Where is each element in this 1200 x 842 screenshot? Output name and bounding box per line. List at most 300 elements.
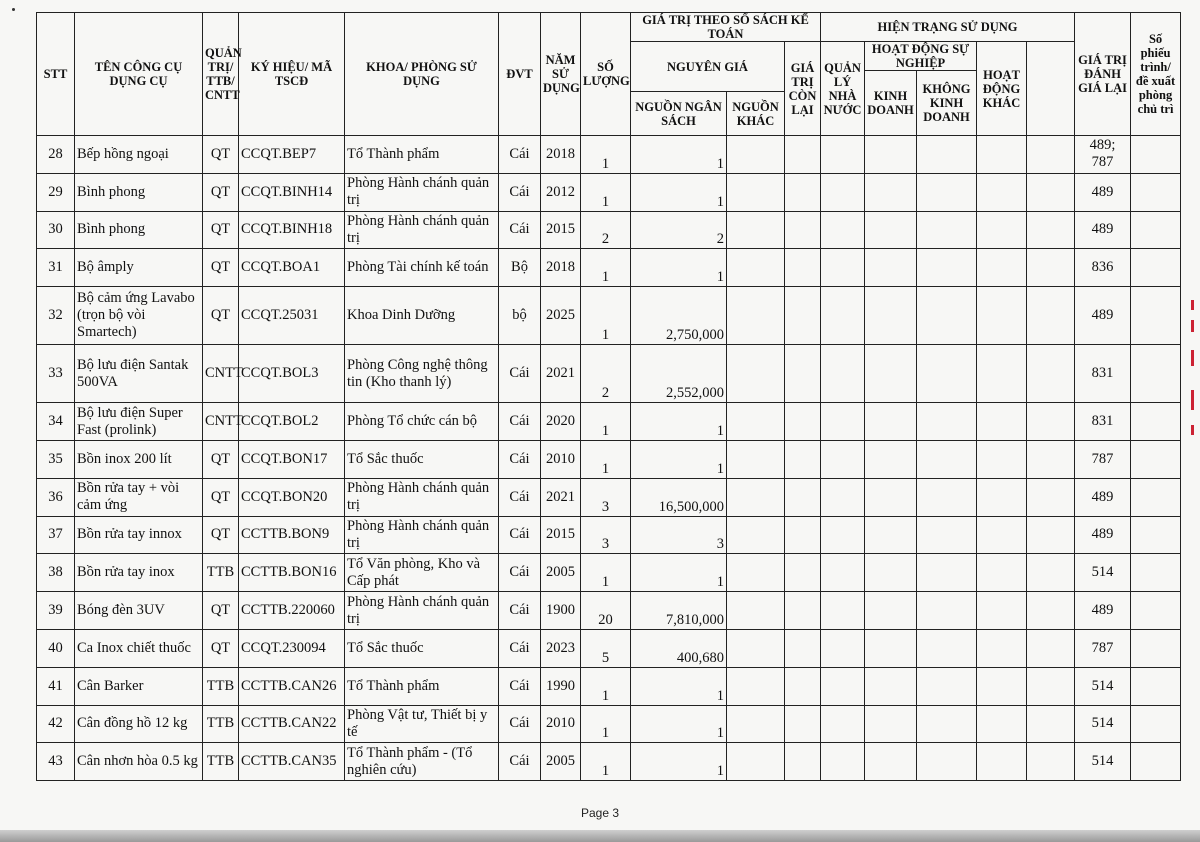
- row-khoa: Tổ Sắc thuốc: [345, 629, 499, 667]
- row-sophieu: 514: [1075, 743, 1131, 781]
- row-kyhieu: CCTTB.BON9: [239, 516, 345, 554]
- row-quantri: CNTT: [203, 403, 239, 441]
- row-giatri-conlai: [785, 136, 821, 174]
- table-row: [37, 592, 1181, 630]
- row-nguon-ngansach: 1: [631, 173, 727, 211]
- row-ghichu: [1131, 249, 1181, 287]
- table-row: [37, 345, 1181, 403]
- col-sophieu: Số phiếu trình/ đề xuất phòng chủ trì: [1131, 13, 1181, 136]
- row-ghichu: [1131, 629, 1181, 667]
- table-row: [37, 667, 1181, 705]
- row-ghichu: [1131, 592, 1181, 630]
- row-nguon-khac: [727, 629, 785, 667]
- row-kyhieu: CCTTB.CAN26: [239, 667, 345, 705]
- col-stt: STT: [37, 13, 75, 136]
- row-dvt: Cái: [499, 629, 541, 667]
- row-kinhdoanh: [865, 667, 917, 705]
- row-quantri: TTB: [203, 705, 239, 743]
- row-ten: Bóng đèn 3UV: [75, 592, 203, 630]
- row-nguon-khac: [727, 211, 785, 249]
- row-ghichu: [1131, 478, 1181, 516]
- row-ten: Bồn rửa tay + vòi cảm ứng: [75, 478, 203, 516]
- scan-edge: [0, 830, 1200, 842]
- row-stt: 32: [37, 287, 75, 345]
- row-stt: 34: [37, 403, 75, 441]
- row-nam: 2020: [541, 403, 581, 441]
- row-stt: 30: [37, 211, 75, 249]
- table-row: [37, 705, 1181, 743]
- row-nam: 2010: [541, 705, 581, 743]
- row-ghichu: [1131, 554, 1181, 592]
- table-row: [37, 211, 1181, 249]
- row-soluong: 1: [581, 743, 631, 781]
- row-khong-kinhdoanh: [917, 345, 977, 403]
- row-nguon-khac: [727, 249, 785, 287]
- row-nam: 2023: [541, 629, 581, 667]
- row-khong-kinhdoanh: [917, 554, 977, 592]
- row-dvt: Cái: [499, 173, 541, 211]
- row-sophieu: 514: [1075, 554, 1131, 592]
- row-khoa: Khoa Dinh Dưỡng: [345, 287, 499, 345]
- table-row: [37, 403, 1181, 441]
- row-sophieu: 787: [1075, 440, 1131, 478]
- row-dvt: Cái: [499, 554, 541, 592]
- red-stamp-edge-icon: [1188, 300, 1198, 470]
- row-kinhdoanh: [865, 403, 917, 441]
- row-khoa: Phòng Hành chánh quản trị: [345, 478, 499, 516]
- row-ten: Bình phong: [75, 211, 203, 249]
- row-hoatdong-khac: [977, 667, 1027, 705]
- row-quanly-nhanuoc: [821, 667, 865, 705]
- row-ten: Bộ cảm ứng Lavabo (trọn bộ vòi Smartech): [75, 287, 203, 345]
- row-quanly-nhanuoc: [821, 403, 865, 441]
- row-quanly-nhanuoc: [821, 211, 865, 249]
- row-stt: 42: [37, 705, 75, 743]
- row-giatri-danhgia: [1027, 403, 1075, 441]
- row-ten: Bếp hồng ngoại: [75, 136, 203, 174]
- row-sophieu: 489: [1075, 592, 1131, 630]
- row-sophieu: 514: [1075, 705, 1131, 743]
- row-sophieu: 836: [1075, 249, 1131, 287]
- row-dvt: Bộ: [499, 249, 541, 287]
- row-stt: 41: [37, 667, 75, 705]
- row-sophieu: 831: [1075, 403, 1131, 441]
- row-khoa: Tổ Sắc thuốc: [345, 440, 499, 478]
- row-nguon-khac: [727, 516, 785, 554]
- row-nguon-khac: [727, 592, 785, 630]
- row-nguon-ngansach: 1: [631, 136, 727, 174]
- row-nguon-khac: [727, 136, 785, 174]
- row-khong-kinhdoanh: [917, 173, 977, 211]
- row-sophieu: 787: [1075, 629, 1131, 667]
- row-hoatdong-khac: [977, 629, 1027, 667]
- row-nguon-ngansach: 7,810,000: [631, 592, 727, 630]
- row-giatri-danhgia: [1027, 743, 1075, 781]
- row-sophieu: 489: [1075, 287, 1131, 345]
- row-dvt: Cái: [499, 592, 541, 630]
- row-nguon-khac: [727, 705, 785, 743]
- row-dvt: Cái: [499, 478, 541, 516]
- row-kinhdoanh: [865, 249, 917, 287]
- row-hoatdong-khac: [977, 743, 1027, 781]
- row-dvt: Cái: [499, 403, 541, 441]
- col-group-giatri: GIÁ TRỊ THEO SỔ SÁCH KẾ TOÁN: [631, 13, 821, 42]
- row-ghichu: [1131, 136, 1181, 174]
- row-khoa: Phòng Hành chánh quản trị: [345, 211, 499, 249]
- table-header: [37, 13, 1181, 136]
- row-soluong: 1: [581, 667, 631, 705]
- row-giatri-conlai: [785, 629, 821, 667]
- row-giatri-danhgia: [1027, 173, 1075, 211]
- row-giatri-conlai: [785, 478, 821, 516]
- row-nguon-khac: [727, 345, 785, 403]
- row-nguon-khac: [727, 667, 785, 705]
- row-giatri-danhgia: [1027, 554, 1075, 592]
- row-nguon-ngansach: 1: [631, 403, 727, 441]
- row-giatri-danhgia: [1027, 136, 1075, 174]
- row-quantri: TTB: [203, 743, 239, 781]
- col-quantri: QUẢN TRỊ/ TTB/ CNTT: [203, 13, 239, 136]
- row-ten: Bồn rửa tay inox: [75, 554, 203, 592]
- row-ten: Ca Inox chiết thuốc: [75, 629, 203, 667]
- row-kinhdoanh: [865, 516, 917, 554]
- col-nguon-khac: NGUỒN KHÁC: [727, 92, 785, 136]
- row-nguon-ngansach: 2,552,000: [631, 345, 727, 403]
- row-nguon-khac: [727, 554, 785, 592]
- row-giatri-danhgia: [1027, 705, 1075, 743]
- row-nam: 1900: [541, 592, 581, 630]
- row-khong-kinhdoanh: [917, 403, 977, 441]
- row-quantri: TTB: [203, 667, 239, 705]
- row-giatri-conlai: [785, 592, 821, 630]
- row-khong-kinhdoanh: [917, 287, 977, 345]
- row-giatri-conlai: [785, 440, 821, 478]
- row-quanly-nhanuoc: [821, 629, 865, 667]
- col-kinhdoanh: KINH DOANH: [865, 71, 917, 136]
- row-quanly-nhanuoc: [821, 516, 865, 554]
- row-quantri: QT: [203, 287, 239, 345]
- row-ghichu: [1131, 173, 1181, 211]
- row-giatri-danhgia: [1027, 592, 1075, 630]
- row-sophieu: 514: [1075, 667, 1131, 705]
- row-khoa: Phòng Hành chánh quản trị: [345, 173, 499, 211]
- row-soluong: 3: [581, 516, 631, 554]
- row-nam: 2018: [541, 136, 581, 174]
- row-khoa: Tổ Thành phẩm - (Tổ nghiên cứu): [345, 743, 499, 781]
- row-ten: Bộ âmply: [75, 249, 203, 287]
- row-dvt: Cái: [499, 743, 541, 781]
- row-soluong: 3: [581, 478, 631, 516]
- table-row: [37, 249, 1181, 287]
- row-giatri-conlai: [785, 516, 821, 554]
- row-hoatdong-khac: [977, 554, 1027, 592]
- row-giatri-conlai: [785, 249, 821, 287]
- row-quantri: QT: [203, 440, 239, 478]
- col-khong-kinhdoanh: KHÔNG KINH DOANH: [917, 71, 977, 136]
- row-stt: 36: [37, 478, 75, 516]
- scan-speck: [12, 8, 15, 11]
- row-stt: 39: [37, 592, 75, 630]
- row-khong-kinhdoanh: [917, 667, 977, 705]
- row-kyhieu: CCTTB.CAN22: [239, 705, 345, 743]
- row-quanly-nhanuoc: [821, 287, 865, 345]
- row-kyhieu: CCQT.230094: [239, 629, 345, 667]
- row-nguon-ngansach: 1: [631, 440, 727, 478]
- row-kinhdoanh: [865, 345, 917, 403]
- row-soluong: 1: [581, 136, 631, 174]
- row-kyhieu: CCQT.BON20: [239, 478, 345, 516]
- row-khoa: Phòng Công nghệ thông tin (Kho thanh lý): [345, 345, 499, 403]
- row-soluong: 1: [581, 403, 631, 441]
- row-stt: 37: [37, 516, 75, 554]
- row-kyhieu: CCQT.BON17: [239, 440, 345, 478]
- row-giatri-danhgia: [1027, 211, 1075, 249]
- row-dvt: Cái: [499, 667, 541, 705]
- row-kyhieu: CCQT.BOL3: [239, 345, 345, 403]
- row-kyhieu: CCTTB.BON16: [239, 554, 345, 592]
- row-soluong: 1: [581, 440, 631, 478]
- row-ghichu: [1131, 440, 1181, 478]
- row-hoatdong-khac: [977, 136, 1027, 174]
- row-nguon-ngansach: 1: [631, 743, 727, 781]
- asset-register-table: [36, 12, 1181, 781]
- row-ghichu: [1131, 287, 1181, 345]
- col-nguyengia: NGUYÊN GIÁ: [631, 42, 785, 92]
- table-row: [37, 554, 1181, 592]
- row-dvt: bộ: [499, 287, 541, 345]
- row-sophieu: 489: [1075, 173, 1131, 211]
- row-quanly-nhanuoc: [821, 705, 865, 743]
- col-nguon-ngansach: NGUỒN NGÂN SÁCH: [631, 92, 727, 136]
- row-khong-kinhdoanh: [917, 592, 977, 630]
- row-kinhdoanh: [865, 629, 917, 667]
- row-soluong: 1: [581, 173, 631, 211]
- row-khoa: Phòng Vật tư, Thiết bị y tế: [345, 705, 499, 743]
- row-khong-kinhdoanh: [917, 136, 977, 174]
- row-ten: Bồn inox 200 lít: [75, 440, 203, 478]
- row-nam: 2018: [541, 249, 581, 287]
- row-quantri: QT: [203, 173, 239, 211]
- row-soluong: 2: [581, 345, 631, 403]
- row-sophieu: 489; 787: [1075, 136, 1131, 174]
- row-giatri-conlai: [785, 667, 821, 705]
- row-dvt: Cái: [499, 211, 541, 249]
- row-quanly-nhanuoc: [821, 554, 865, 592]
- row-soluong: 20: [581, 592, 631, 630]
- table-body: [37, 136, 1181, 781]
- col-kyhieu: KÝ HIỆU/ MÃ TSCĐ: [239, 13, 345, 136]
- row-khoa: Phòng Tài chính kế toán: [345, 249, 499, 287]
- row-sophieu: 489: [1075, 516, 1131, 554]
- row-nguon-khac: [727, 478, 785, 516]
- row-nguon-khac: [727, 403, 785, 441]
- row-hoatdong-khac: [977, 705, 1027, 743]
- row-giatri-conlai: [785, 403, 821, 441]
- row-quantri: TTB: [203, 554, 239, 592]
- row-giatri-conlai: [785, 287, 821, 345]
- row-khong-kinhdoanh: [917, 705, 977, 743]
- row-giatri-danhgia: [1027, 249, 1075, 287]
- row-sophieu: 489: [1075, 211, 1131, 249]
- row-kinhdoanh: [865, 173, 917, 211]
- row-stt: 38: [37, 554, 75, 592]
- row-khoa: Tổ Thành phẩm: [345, 667, 499, 705]
- row-hoatdong-khac: [977, 287, 1027, 345]
- table-row: [37, 440, 1181, 478]
- row-quanly-nhanuoc: [821, 592, 865, 630]
- row-hoatdong-khac: [977, 478, 1027, 516]
- row-stt: 28: [37, 136, 75, 174]
- row-kinhdoanh: [865, 136, 917, 174]
- row-nguon-ngansach: 1: [631, 554, 727, 592]
- row-nguon-ngansach: 2: [631, 211, 727, 249]
- row-quantri: CNTT: [203, 345, 239, 403]
- row-kyhieu: CCQT.BINH14: [239, 173, 345, 211]
- row-quantri: QT: [203, 249, 239, 287]
- row-khong-kinhdoanh: [917, 629, 977, 667]
- col-dvt: ĐVT: [499, 13, 541, 136]
- row-quanly-nhanuoc: [821, 249, 865, 287]
- row-nguon-khac: [727, 440, 785, 478]
- row-dvt: Cái: [499, 516, 541, 554]
- row-hoatdong-khac: [977, 345, 1027, 403]
- row-hoatdong-khac: [977, 173, 1027, 211]
- row-kinhdoanh: [865, 554, 917, 592]
- row-kinhdoanh: [865, 478, 917, 516]
- row-kyhieu: CCQT.BINH18: [239, 211, 345, 249]
- row-quantri: QT: [203, 136, 239, 174]
- row-ghichu: [1131, 516, 1181, 554]
- row-soluong: 1: [581, 287, 631, 345]
- col-khoa: KHOA/ PHÒNG SỬ DỤNG: [345, 13, 499, 136]
- row-kyhieu: CCQT.BEP7: [239, 136, 345, 174]
- row-kyhieu: CCTTB.CAN35: [239, 743, 345, 781]
- row-quanly-nhanuoc: [821, 173, 865, 211]
- row-soluong: 1: [581, 705, 631, 743]
- col-ten: TÊN CÔNG CỤ DỤNG CỤ: [75, 13, 203, 136]
- row-khong-kinhdoanh: [917, 478, 977, 516]
- row-nguon-ngansach: 400,680: [631, 629, 727, 667]
- row-quantri: QT: [203, 629, 239, 667]
- table-row: [37, 478, 1181, 516]
- row-ghichu: [1131, 211, 1181, 249]
- row-hoatdong-khac: [977, 592, 1027, 630]
- row-giatri-conlai: [785, 173, 821, 211]
- row-khoa: Tổ Thành phẩm: [345, 136, 499, 174]
- row-khong-kinhdoanh: [917, 211, 977, 249]
- row-nam: 2021: [541, 345, 581, 403]
- row-hoatdong-khac: [977, 211, 1027, 249]
- row-giatri-danhgia: [1027, 667, 1075, 705]
- row-giatri-conlai: [785, 345, 821, 403]
- row-ghichu: [1131, 743, 1181, 781]
- row-nguon-ngansach: 1: [631, 705, 727, 743]
- row-quantri: QT: [203, 211, 239, 249]
- row-nguon-ngansach: 1: [631, 667, 727, 705]
- row-khong-kinhdoanh: [917, 743, 977, 781]
- table-row: [37, 136, 1181, 174]
- col-hoatdong-sunghiep: HOẠT ĐỘNG SỰ NGHIỆP: [865, 42, 977, 71]
- row-soluong: 5: [581, 629, 631, 667]
- row-hoatdong-khac: [977, 403, 1027, 441]
- row-ten: Cân nhơn hòa 0.5 kg: [75, 743, 203, 781]
- row-quanly-nhanuoc: [821, 440, 865, 478]
- row-nam: 2021: [541, 478, 581, 516]
- row-giatri-danhgia: [1027, 440, 1075, 478]
- row-nam: 2012: [541, 173, 581, 211]
- col-nam: NĂM SỬ DỤNG: [541, 13, 581, 136]
- col-group-hientrang: HIỆN TRẠNG SỬ DỤNG: [821, 13, 1075, 42]
- row-quantri: QT: [203, 516, 239, 554]
- row-ten: Bộ lưu điện Super Fast (prolink): [75, 403, 203, 441]
- row-khong-kinhdoanh: [917, 516, 977, 554]
- col-soluong: SỐ LƯỢNG: [581, 13, 631, 136]
- row-nguon-khac: [727, 743, 785, 781]
- row-kinhdoanh: [865, 743, 917, 781]
- row-nam: 1990: [541, 667, 581, 705]
- row-ghichu: [1131, 345, 1181, 403]
- row-hoatdong-khac: [977, 516, 1027, 554]
- row-ten: Cân Barker: [75, 667, 203, 705]
- col-giatri-danhgia: GIÁ TRỊ ĐÁNH GIÁ LẠI: [1075, 13, 1131, 136]
- row-soluong: 1: [581, 554, 631, 592]
- row-nguon-ngansach: 1: [631, 249, 727, 287]
- row-nam: 2005: [541, 743, 581, 781]
- row-nguon-ngansach: 2,750,000: [631, 287, 727, 345]
- row-kyhieu: CCQT.BOA1: [239, 249, 345, 287]
- row-nguon-ngansach: 3: [631, 516, 727, 554]
- row-ghichu: [1131, 667, 1181, 705]
- row-giatri-danhgia: [1027, 478, 1075, 516]
- table-row: [37, 516, 1181, 554]
- col-giatri-conlai: GIÁ TRỊ CÒN LẠI: [785, 42, 821, 136]
- row-kinhdoanh: [865, 440, 917, 478]
- row-nguon-khac: [727, 173, 785, 211]
- row-dvt: Cái: [499, 136, 541, 174]
- row-dvt: Cái: [499, 345, 541, 403]
- row-quanly-nhanuoc: [821, 743, 865, 781]
- row-nam: 2005: [541, 554, 581, 592]
- row-khong-kinhdoanh: [917, 249, 977, 287]
- row-giatri-conlai: [785, 743, 821, 781]
- row-giatri-danhgia: [1027, 287, 1075, 345]
- row-nam: 2015: [541, 211, 581, 249]
- row-stt: 40: [37, 629, 75, 667]
- col-quanly-nhanuoc: QUẢN LÝ NHÀ NƯỚC: [821, 42, 865, 136]
- row-quantri: QT: [203, 592, 239, 630]
- row-sophieu: 489: [1075, 478, 1131, 516]
- row-stt: 43: [37, 743, 75, 781]
- row-khoa: Phòng Hành chánh quản trị: [345, 516, 499, 554]
- table-row: [37, 743, 1181, 781]
- row-kyhieu: CCQT.25031: [239, 287, 345, 345]
- row-ten: Cân đồng hồ 12 kg: [75, 705, 203, 743]
- row-soluong: 1: [581, 249, 631, 287]
- row-kinhdoanh: [865, 705, 917, 743]
- table-row: [37, 287, 1181, 345]
- page-number: Page 3: [580, 806, 620, 820]
- row-nam: 2010: [541, 440, 581, 478]
- table-row: [37, 629, 1181, 667]
- col-hoatdong-khac: HOẠT ĐỘNG KHÁC: [977, 42, 1027, 136]
- row-stt: 31: [37, 249, 75, 287]
- row-giatri-conlai: [785, 211, 821, 249]
- row-quantri: QT: [203, 478, 239, 516]
- row-nam: 2015: [541, 516, 581, 554]
- row-dvt: Cái: [499, 705, 541, 743]
- row-giatri-danhgia: [1027, 516, 1075, 554]
- row-nguon-khac: [727, 287, 785, 345]
